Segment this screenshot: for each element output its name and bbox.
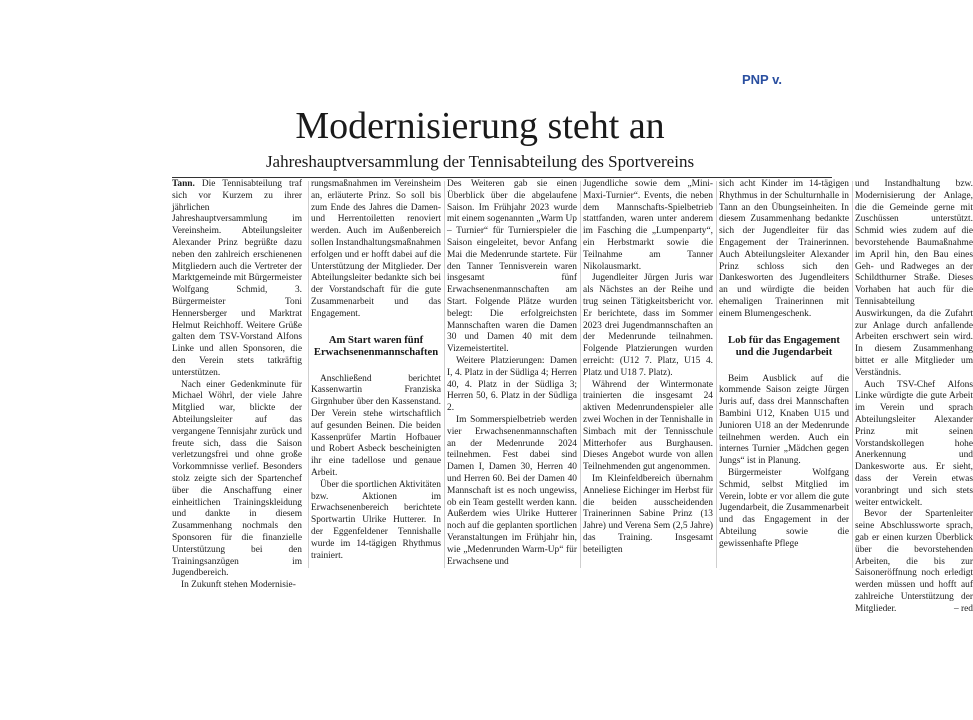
paragraph: In Zukunft stehen Modernisie- xyxy=(181,580,296,591)
paragraph: rungsmaßnahmen im Vereinsheim an, erläuterte Prinz. So soll bis zum Ende des Jahres die Damen- und Herrentoiletten renoviert werden. Auch im Außenbereich sollen Instandhaltungsmaßnahmen erfolgen und er hofft dabei auf die Unterstützung der Mitglieder. Der Abteilungsleiter bedankte sich bei der Vorstandschaft für die gute Zusammenarbeit und das Engagement. xyxy=(311,179,441,319)
author-signature: – red xyxy=(953,603,973,614)
article-headline: Modernisierung steht an xyxy=(295,105,665,147)
paragraph: Bürgermeister Wolfgang Schmid, selbst Mitglied im Verein, lobte er vor allem die gute Jugendarbeit, die Zusammenarbeit und das Engagement in der Abteilung sowie die gewissenhafte Pflege xyxy=(719,467,849,549)
paragraph xyxy=(855,509,973,615)
article-column-1 xyxy=(172,179,302,592)
paragraph: sich acht Kinder im 14-tägigen Rhythmus in der Schulturnhalle in Tann an den Übungseinheiten. In diesem Zusammenhang bedankte sich der Jugendleiter für das Engagement der Trainerinnen. Auch Abteilungsleiter Alexander Prinz schloss sich den Dankesworten des Jugendleiters an und würdigte die beiden ehemaligen Trainerinnen mit einem Blumengeschenk. xyxy=(719,179,849,319)
paragraph: Im Sommerspielbetrieb werden vier Erwachsenenmannschaften an der Medenrunde 2024 teilnehmen. Fest dabei sind Damen I, Damen 30, Herren 40 und Herren 60. Bei der Damen 40 Mannschaft ist es noch ungewiss, ob ein Team gestellt werden kann. Außerdem wies Ulrike Hutterer noch auf die geplanten sportlichen Veranstaltungen im Frühjahr hin, wie „Medenrunden Warm-Up“ für Erwachsene und xyxy=(447,414,577,567)
paragraph: Nach einer Gedenkminute für Michael Wöhrl, der viele Jahre Mitglied war, blickte der Abteilungsleiter auf das vergangene Tennisjahr zurück und freute sich, dass die Saison verletzungsfrei und ohne große Vorkommnisse verlief. Besonders stolz zeigte sich der Spartenchef über die Anschaffung einer einheitlichen Trainingskleidung und dankte in diesem Zusammenhang nochmals den Sponsoren für die finanzielle Unterstützung bei den Trainingsanzügen im Jugendbereich. xyxy=(172,379,302,579)
paragraph: Weitere Platzierungen: Damen I, 4. Platz in der Südliga 4; Herren 40, 4. Platz in der Südliga 3; Herren 50, 6. Platz in der Südliga 2. xyxy=(447,355,577,414)
paragraph xyxy=(172,179,302,380)
article-column-4 xyxy=(583,179,713,557)
paragraph: Anschließend berichtet Kassenwartin Franziska Girgnhuber über den Kassenstand. Der Verein stehe wirtschaftlich auf gesunden Beinen. Die beiden Kassenprüfer Martin Hofbauer und Robert Asbeck bescheinigten ihr eine tadellose und genaue Arbeit. xyxy=(311,373,441,478)
paragraph-text: Bevor der Spartenleiter seine Abschlussworte sprach, gab er einen kurzen Überblick über die bevorstehenden Arbeiten, die bis zur Saisoneröffnung noch erledigt werden müssen und hofft auf zahlreiche Unterstützung der Mitglieder. xyxy=(855,509,973,614)
paragraph: Des Weiteren gab sie einen Überblick über die abgelaufene Saison. Im Frühjahr 2023 wurde mit einem sogenannten „Warm Up – Turnier“ für Turnierspieler die Saison eingeleitet, bevor Anfang Mai die Medenrunde startete. Für den Tanner Tennisverein waren insgesamt fünf Erwachsenenmannschaften am Start. Folgende Plätze wurden belegt: Die erfolgreichsten Mannschaften waren die Damen 30 und Damen 40 mit dem Vizemeistertitel. xyxy=(447,179,577,355)
article-subhead: Lob für das Engagement und die Jugendarbeit xyxy=(728,334,840,359)
article-column-3 xyxy=(447,179,577,568)
article-column-6 xyxy=(855,179,973,615)
article-column-2 xyxy=(311,179,441,562)
column-divider xyxy=(580,181,581,568)
paragraph-text: Die Tennisabteilung traf sich vor Kurzem zu ihrer jährlichen Jahreshauptversammlung im Vereinsheim. Abteilungsleiter Alexander Prinz begrüßte dazu neben den zahlreich erschienenen Mitgliedern auch die Vertreter der Marktgemeinde mit Bürgermeister Wolfgang Schmid, 3. Bürgermeister Toni Hennersberger und Marktrat Helmut Reichhoff. Weitere Grüße galten dem TSV-Vorstand Alfons Linke und allen Sponsoren, die den Verein stets tatkräftig unterstützen. xyxy=(172,179,303,378)
paragraph: Während der Wintermonate trainierten die insgesamt 24 aktiven Medenrundenspieler alle zwei Wochen in der Tennishalle in Simbach mit der Tennisschule Mitterhofer aus Burghausen. Dieses Angebot wurde von allen Teilnehmenden gut angenommen. xyxy=(583,379,713,473)
source-label: PNP v. xyxy=(742,72,782,87)
paragraph: Über die sportlichen Aktivitäten bzw. Aktionen im Erwachsenenbereich berichtete Sportwartin Ulrike Hutterer. In der Eggenfeldener Tennishalle wurde im 14-tägigen Rhythmus trainiert. xyxy=(311,479,441,561)
paragraph: Auch TSV-Chef Alfons Linke würdigte die gute Arbeit im Verein und sprach Abteilungsleiter Alexander Prinz mit seinen Vorstandskollegen hohe Anerkennung und Dankesworte aus. Er sieht, dass der Verein etwas voranbringt und sich stets weiter entwickelt. xyxy=(855,379,973,508)
paragraph: Jugendleiter Jürgen Juris war als Nächstes an der Reihe und trug seinen Tätigkeitsbericht vor. Er berichtete, dass im Sommer 2023 drei Jugendmannschaften an der Medenrunde teilnahmen. Folgende Platzierungen wurden erreicht: (U12 7. Platz, U15 4. Platz und U18 7. Platz). xyxy=(583,273,713,378)
paragraph: Beim Ausblick auf die kommende Saison zeigte Jürgen Juris auf, dass drei Mannschaften Bambini U12, Knaben U15 und Junioren U18 an der Medenrunde teilnehmen werden. Auch ein internes Turnier „Mädchen gegen Jungs“ ist in Planung. xyxy=(719,373,849,467)
paragraph: Im Kleinfeldbereich übernahm Anneliese Eichinger im Herbst für die beiden ausscheidenden Trainerinnen Sabine Prinz (13 Jahre) und Verena Sem (2,5 Jahre) das Training. Insgesamt beteiligten xyxy=(583,473,713,555)
dateline: Tann. xyxy=(172,179,195,189)
paragraph: und Instandhaltung bzw. Modernisierung der Anlage, die die Gemeinde gerne mit Zuschüssen unterstützt. Schmid wies zudem auf die bevorstehende Baumaßnahme im April hin, den Bau eines Geh- und Radweges an der Schildthurner Straße. Dieses Vorhaben hat auch für die Tennisabteilung Auswirkungen, da die Zufahrt zur Anlage durch anfallende Arbeiten erschwert sein wird. In diesem Zusammenhang bittet er alle Mitglieder um Verständnis. xyxy=(855,179,973,378)
column-divider xyxy=(308,181,309,568)
headline-rule xyxy=(172,177,832,178)
column-divider xyxy=(716,181,717,568)
article-subhead: Am Start waren fünf Erwachsenenmannschaften xyxy=(313,334,439,359)
column-divider xyxy=(852,181,853,568)
article-subheadline: Jahreshauptversammlung der Tennisabteilung des Sportvereins xyxy=(265,152,695,171)
article-column-5 xyxy=(719,179,849,551)
paragraph: Jugendliche sowie dem „Mini-Maxi-Turnier“. Events, die neben dem Mannschafts-Spielbetrieb stattfanden, waren unter anderem im Fasching die „Lumpenparty“, ein Herbstmarkt sowie die Teilnahme am Tanner Nikolausmarkt. xyxy=(583,179,713,272)
column-divider xyxy=(444,181,445,568)
